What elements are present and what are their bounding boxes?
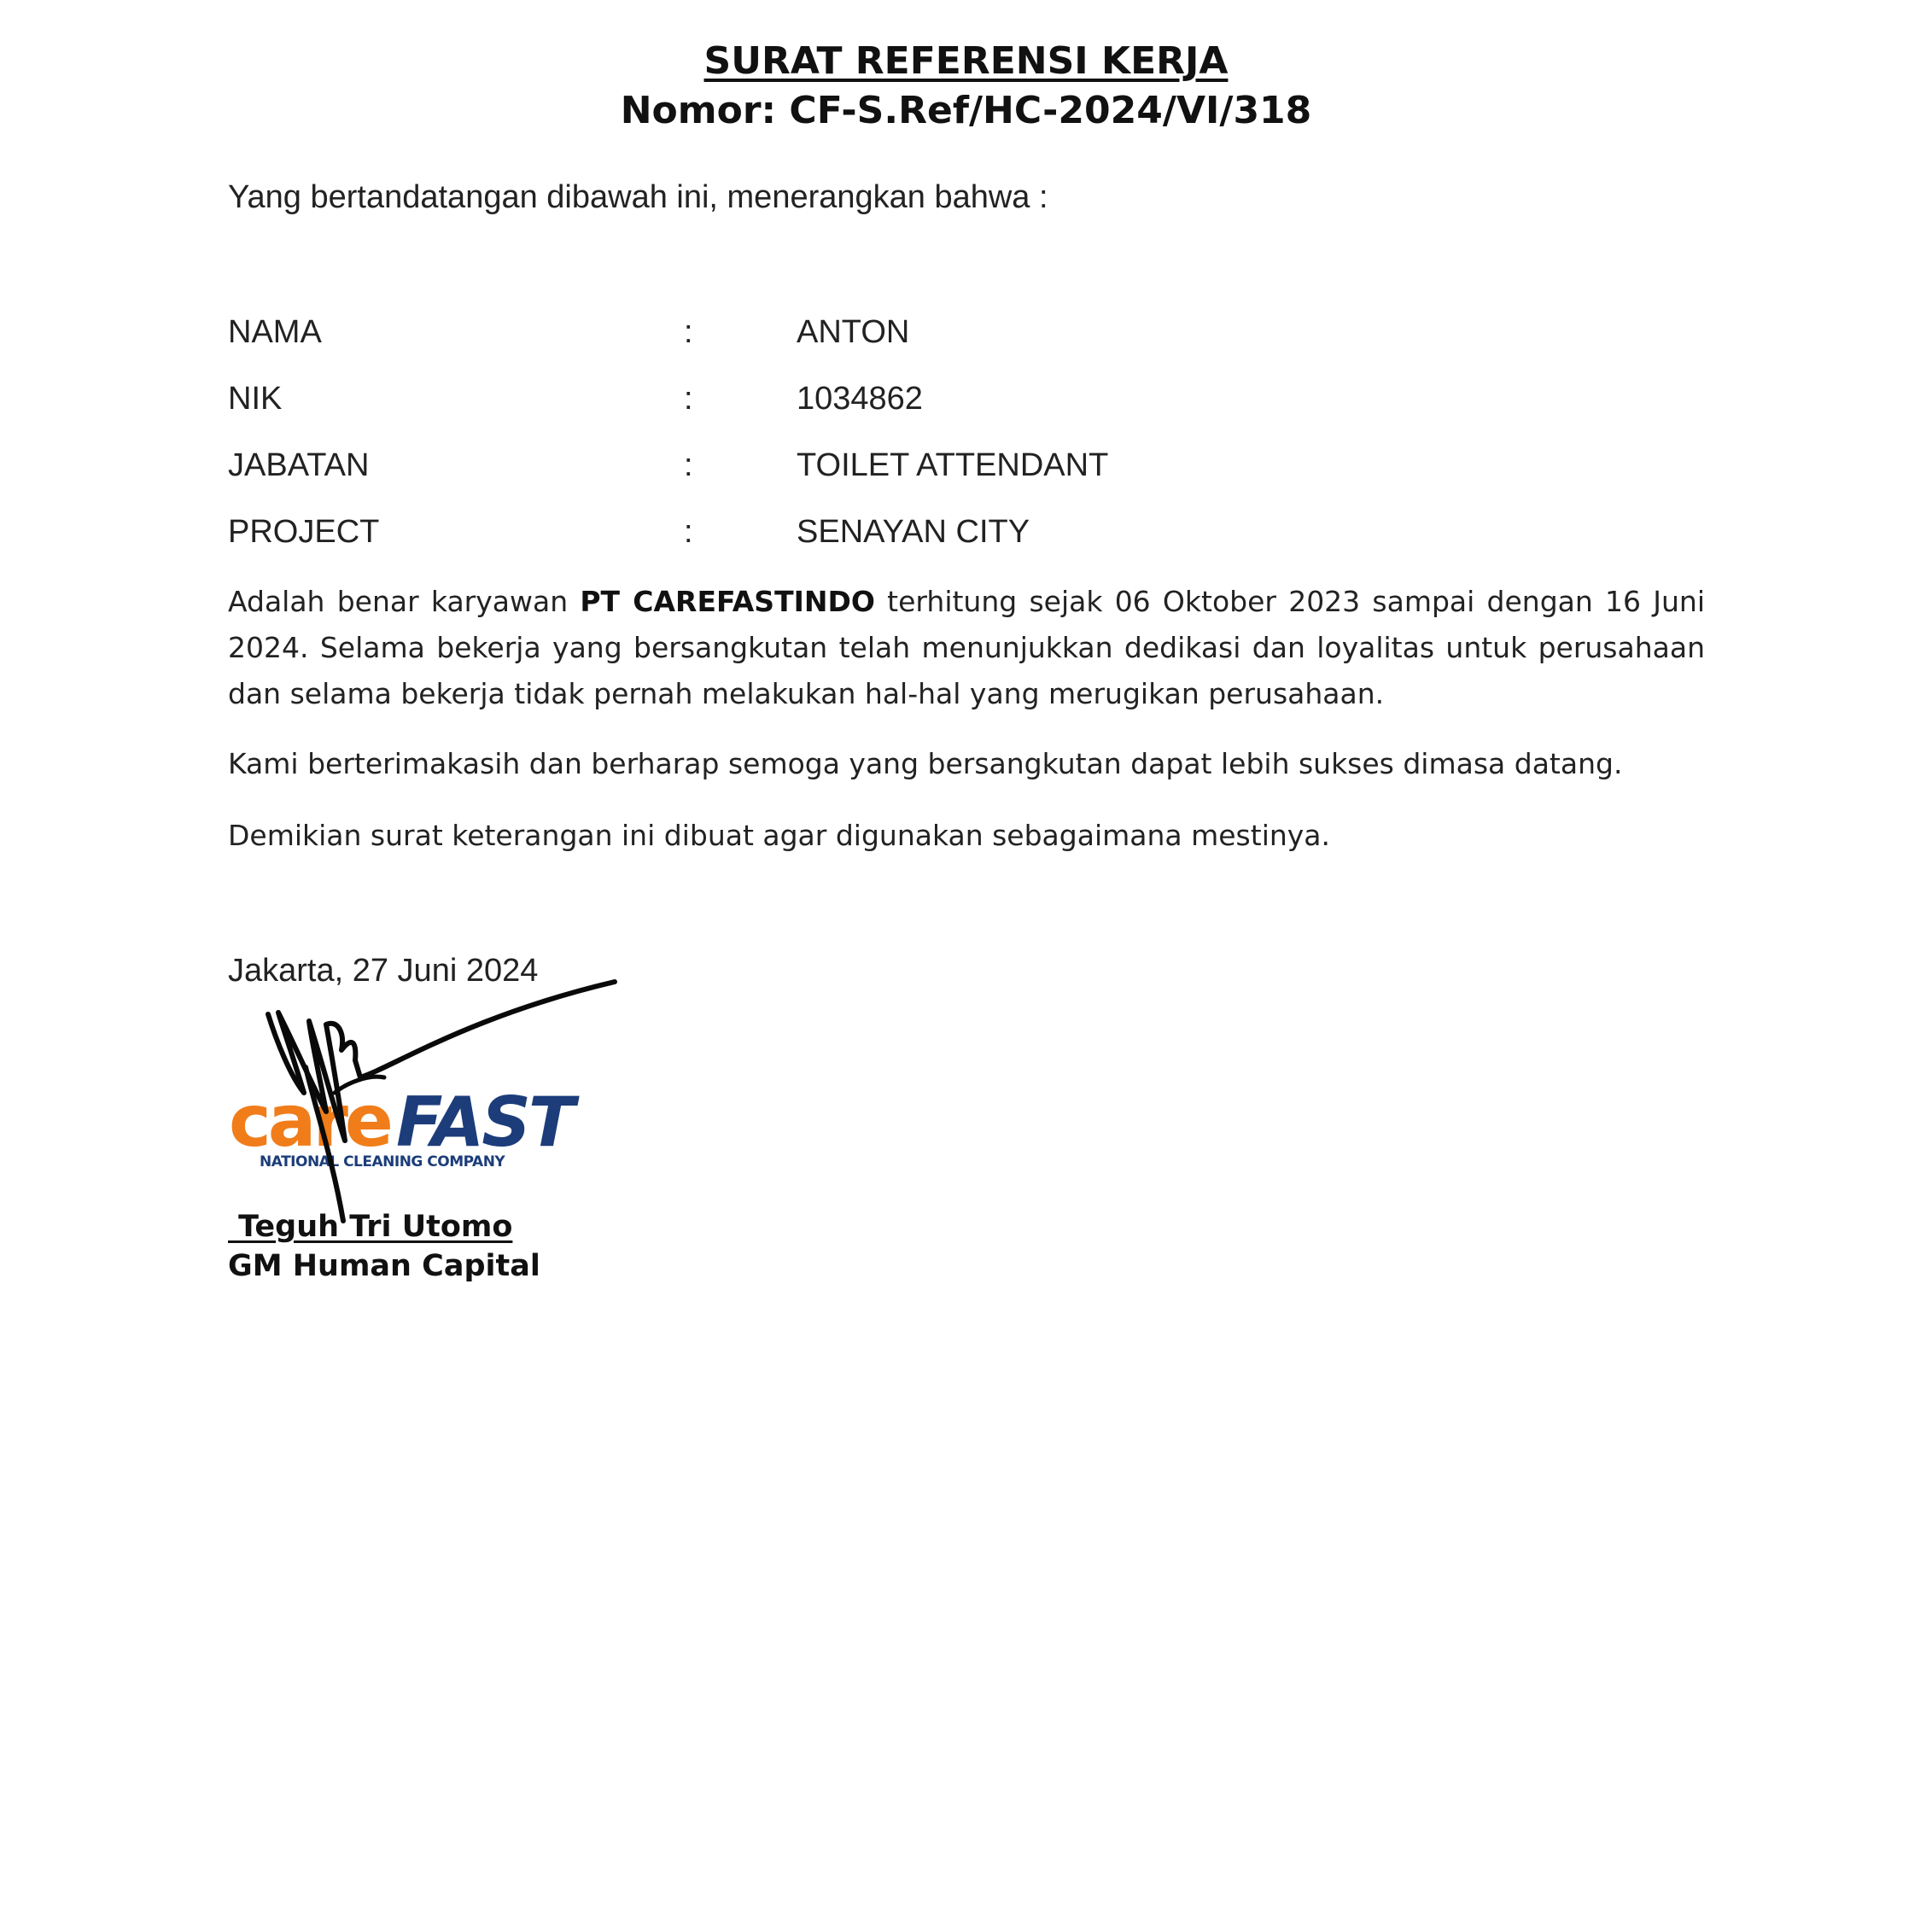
field-colon: : (684, 381, 693, 417)
signer-name: Teguh Tri Utomo (228, 1210, 513, 1244)
logo-fast-text: FAST (396, 1083, 573, 1162)
field-label: NIK (228, 381, 283, 417)
employee-fields (228, 311, 1509, 577)
field-colon: : (684, 447, 693, 483)
field-label: JABATAN (228, 447, 370, 483)
para1-prefix: Adalah benar karyawan (228, 585, 581, 618)
intro-text: Yang bertandatangan dibawah ini, menerangkan bahwa : (228, 179, 1048, 215)
field-label: PROJECT (228, 514, 380, 550)
closing-paragraph: Demikian surat keterangan ini dibuat agar digunakan sebagaimana mestinya. (228, 819, 1331, 852)
place-date: Jakarta, 27 Juni 2024 (228, 953, 539, 989)
thanks-paragraph: Kami berterimakasih dan berharap semoga yang bersangkutan dapat lebih sukses dimasa datang. (228, 747, 1623, 780)
field-value: 1034862 (797, 381, 923, 417)
letter-number: Nomor: CF-S.Ref/HC-2024/VI/318 (620, 89, 1312, 132)
field-row-nik (228, 377, 1509, 444)
signer-title: GM Human Capital (228, 1249, 540, 1283)
para1-suffix: terhitung sejak 06 Oktober 2023 sampai dengan 16 Juni 2024. Selama bekerja yang bersangkutan telah menunjukkan dedikasi dan loyalitas untuk perusahaan dan selama bekerja tidak pernah melakukan hal-hal yang merugikan perusahaan. (228, 585, 1706, 710)
field-label: NAMA (228, 314, 322, 350)
field-colon: : (684, 314, 693, 350)
handwritten-signature (256, 965, 632, 1238)
letter-title: SURAT REFERENSI KERJA (703, 39, 1229, 83)
field-row-nama (228, 311, 1509, 377)
field-row-project (228, 511, 1509, 577)
logo-tagline-text: NATIONAL CLEANING COMPANY (260, 1153, 505, 1170)
field-row-jabatan (228, 444, 1509, 511)
field-value: SENAYAN CITY (797, 514, 1030, 550)
logo-care-text: care (229, 1079, 390, 1163)
field-value: TOILET ATTENDANT (797, 447, 1109, 483)
company-name: PT CAREFASTINDO (580, 585, 875, 618)
employment-paragraph (228, 579, 1705, 717)
field-value: ANTON (797, 314, 910, 350)
field-colon: : (684, 514, 693, 550)
